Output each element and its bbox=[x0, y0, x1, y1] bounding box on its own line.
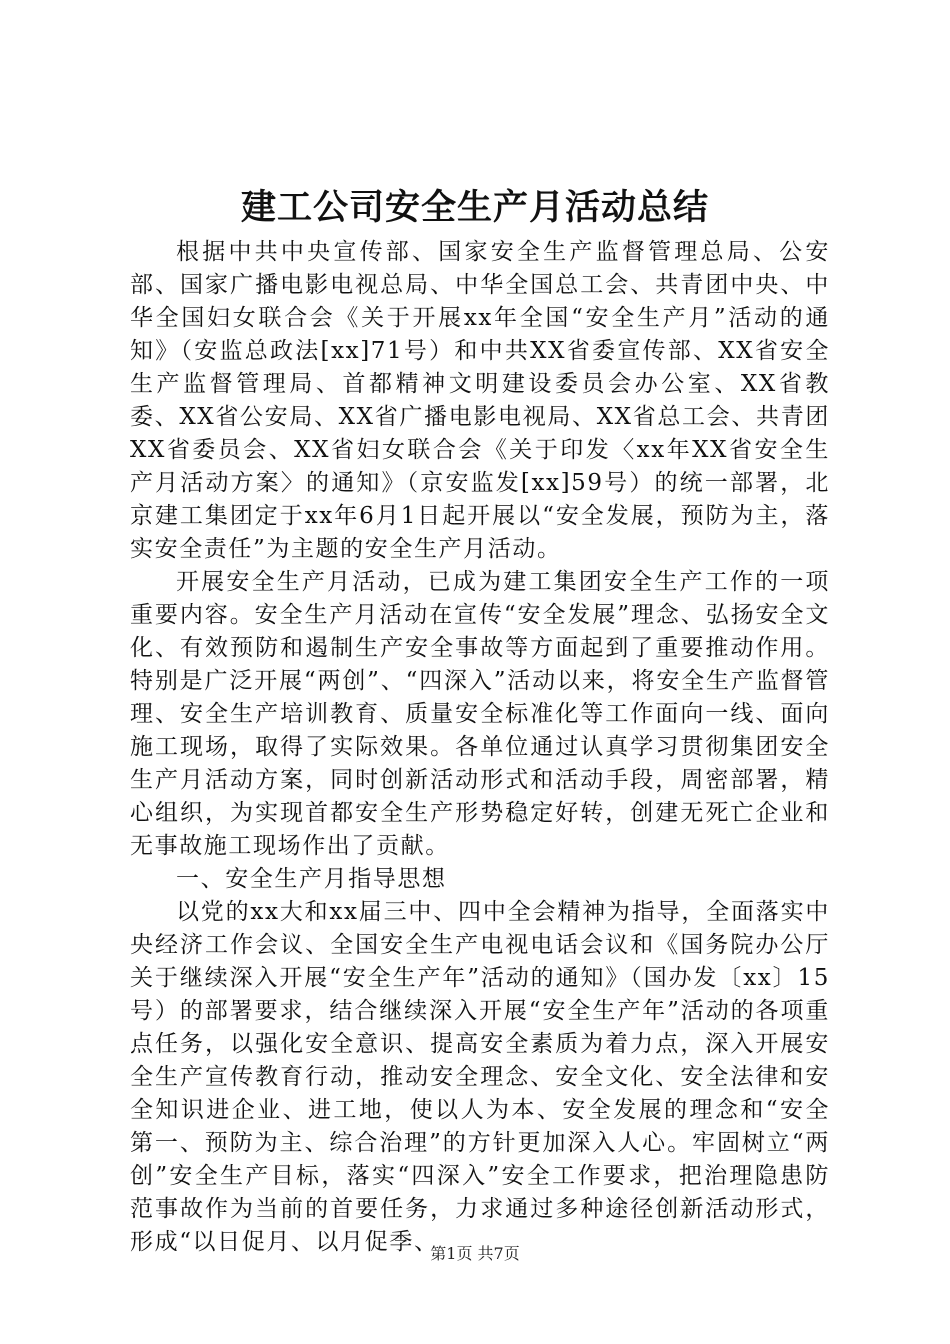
document-body bbox=[130, 236, 830, 1259]
section-heading: 一、安全生产月指导思想 bbox=[176, 866, 447, 892]
paragraph-intro: 根据中共中央宣传部、国家安全生产监督管理总局、公安部、国家广播电影电视总局、中华全国总工会、共青团中央、中华全国妇女联合会《关于开展xx年全国“安全生产月”活动的通知》（安监总政法[xx]71号）和中共XX省委宣传部、XX省安全生产监督管理局、首都精神文明建设委员会办公室、XX省教委、XX省公安局、XX省广播电影电视局、XX省总工会、共青团XX省委员会、XX省妇女联合会《关于印发〈xx年XX省安全生产月活动方案〉的通知》（京安监发[xx]59号）的统一部署，北京建工集团定于xx年6月1日起开展以“安全发展，预防为主，落实安全责任”为主题的安全生产月活动。 bbox=[130, 239, 830, 562]
document-title: 建工公司安全生产月活动总结 bbox=[240, 187, 709, 228]
page-number: 第1页 共7页 bbox=[430, 1244, 520, 1263]
paragraph-guiding-thought: 以党的xx大和xx届三中、四中全会精神为指导，全面落实中央经济工作会议、全国安全生产电视电话会议和《国务院办公厅关于继续深入开展“安全生产年”活动的通知》（国办发〔xx〕15号）的部署要求，结合继续深入开展“安全生产年”活动的各项重点任务，以强化安全意识、提高安全素质为着力点，深入开展安全生产宣传教育行动，推动安全理念、安全文化、安全法律和安全知识进企业、进工地，使以人为本、安全发展的理念和“安全第一、预防为主、综合治理”的方针更加深入人心。牢固树立“两创”安全生产目标，落实“四深入”安全工作要求，把治理隐患防范事故作为当前的首要任务，力求通过多种途径创新活动形式，形成“以日促月、以月促季、 bbox=[130, 899, 830, 1255]
paragraph-overview: 开展安全生产月活动，已成为建工集团安全生产工作的一项重要内容。安全生产月活动在宣传“安全发展”理念、弘扬安全文化、有效预防和遏制生产安全事故等方面起到了重要推动作用。特别是广泛开展“两创”、“四深入”活动以来，将安全生产监督管理、安全生产培训教育、质量安全标准化等工作面向一线、面向施工现场，取得了实际效果。各单位通过认真学习贯彻集团安全生产月活动方案，同时创新活动形式和活动手段，周密部署，精心组织，为实现首都安全生产形势稳定好转，创建无死亡企业和无事故施工现场作出了贡献。 bbox=[130, 569, 830, 859]
